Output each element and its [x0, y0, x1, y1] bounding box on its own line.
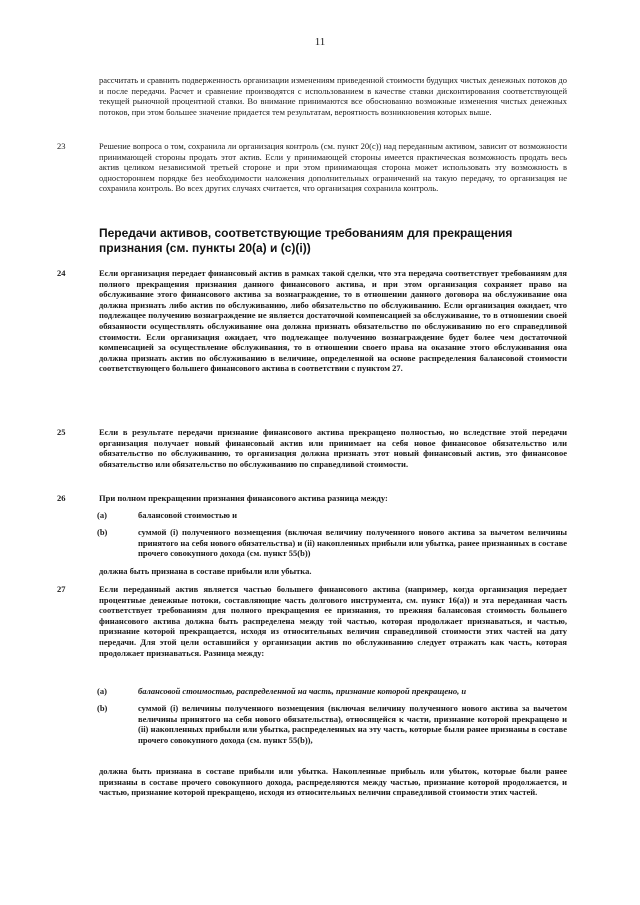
- list-item-26b: суммой (i) полученного возмещения (включая величину полученного нового актива за вычетом величины принятого на себя нового обязательства) и (ii) накопленных прибыли или убытка, ранее признанных в составе прочего совокупного дохода (см. пункт 55(b)): [138, 527, 567, 559]
- list-label-27a: (a): [97, 686, 107, 696]
- section-heading: Передачи активов, соответствующие требованиям для прекращения признания (см. пункты 20(a) и (c)(i)): [99, 226, 513, 255]
- page-number: 11: [314, 36, 326, 48]
- paragraph-number-27: 27: [57, 584, 66, 594]
- paragraph-number-25: 25: [57, 427, 66, 437]
- paragraph-number-26: 26: [57, 493, 66, 503]
- paragraph-number-24: 24: [57, 268, 66, 278]
- list-item-27b: суммой (i) величины полученного возмещения (включая величину полученного нового актива за вычетом величины принятого на себя нового обязательства), относящейся к части, признание которой прекращено и (ii) накопленных прибыли или убытка, распределенных на эту часть, которые были ранее признаны в составе прочего совокупного дохода (см. пункт 55(b)),: [138, 703, 567, 745]
- list-label-26b: (b): [97, 527, 108, 537]
- paragraph-26-closing: должна быть признана в составе прибыли или убытка.: [99, 566, 312, 576]
- intro-paragraph: рассчитать и сравнить подверженность организации изменениям приведенной стоимости будущих чистых денежных потоков до и после передачи. Расчет и сравнение производятся с использованием в качестве ставки дисконтирования соответствующей текущей рыночной процентной ставки. Во внимание принимаются все обоснованно возможные изменения чистых денежных потоков, при этом большее значение придается тем результатам, вероятность возникновения которых выше.: [99, 75, 567, 117]
- paragraph-24: Если организация передает финансовый актив в рамках такой сделки, что эта передача соответствует требованиям для полного прекращения признания данного финансового актива, и при этом организация сохраняет право на обслуживание этого финансового актива за вознаграждение, то в отношении данного договора на обслуживание она должна признать либо актив по обслуживанию, либо обязательство по обслуживанию. Если организация ожидает, что подлежащее получению вознаграждение не является достаточной компенсацией за обслуживание, то в отношении своей обязанности осуществлять обслуживание она должна признать обязательство по обслуживанию по его справедливой стоимости. Если организация ожидает, что подлежащее получению вознаграждение будет более чем достаточной компенсацией за осуществление обслуживания, то в отношении своего права на оказание этого обслуживания она должна признать актив по обслуживанию в величине, определенной на основе распределения балансовой стоимости соответствующего большего финансового актива в соответствии с пунктом 27.: [99, 268, 567, 374]
- list-label-26a: (a): [97, 510, 107, 520]
- paragraph-number-23: 23: [57, 141, 66, 151]
- paragraph-27-closing: должна быть признана в составе прибыли или убытка. Накопленные прибыль или убыток, которые были ранее признаны в составе прочего совокупного дохода, распределяются между частью, признание которой продолжается, и частью, признание которой прекращено, исходя из относительных величин справедливой стоимости этих частей.: [99, 766, 567, 798]
- paragraph-26: При полном прекращении признания финансового актива разница между:: [99, 493, 388, 503]
- paragraph-23: Решение вопроса о том, сохранила ли организация контроль (см. пункт 20(c)) над переданным активом, зависит от возможности принимающей стороны продать этот актив. Если у принимающей стороны имеется практическая возможность продать весь актив целиком независимой третьей стороне и при этом принимающая сторона может использовать эту возможность в одностороннем порядке без необходимости наложения дополнительных ограничений на такую передачу, то организация не сохранила контроль. Во всех других случаях считается, что организация сохранила контроль.: [99, 141, 567, 194]
- list-item-27a: балансовой стоимостью, распределенной на часть, признание которой прекращено, и: [138, 686, 467, 696]
- list-label-27b: (b): [97, 703, 108, 713]
- list-item-26a: балансовой стоимостью и: [138, 510, 237, 520]
- paragraph-25: Если в результате передачи признание финансового актива прекращено полностью, но вследствие этой передачи организация получает новый финансовый актив или принимает на себя новое финансовое обязательство или обязательство по обслуживанию, то организация должна признать этот новый финансовый актив, это финансовое обязательство или обязательство по обслуживанию по справедливой стоимости.: [99, 427, 567, 469]
- paragraph-27: Если переданный актив является частью большего финансового актива (например, когда организация передает процентные денежные потоки, составляющие часть долгового инструмента, см. пункт 16(a)) и эта переданная часть соответствует требованиям для полного прекращения ее признания, то прежняя балансовая стоимость большего финансового актива должна быть распределена между той частью, которая продолжает признаваться, и частью, признание которой прекращается, исходя из относительных величин справедливой стоимости этих частей на дату передачи. Для этой цели оставшийся у организации актив по обслуживанию следует отражать как часть, которая продолжает признаваться. Разница между:: [99, 584, 567, 658]
